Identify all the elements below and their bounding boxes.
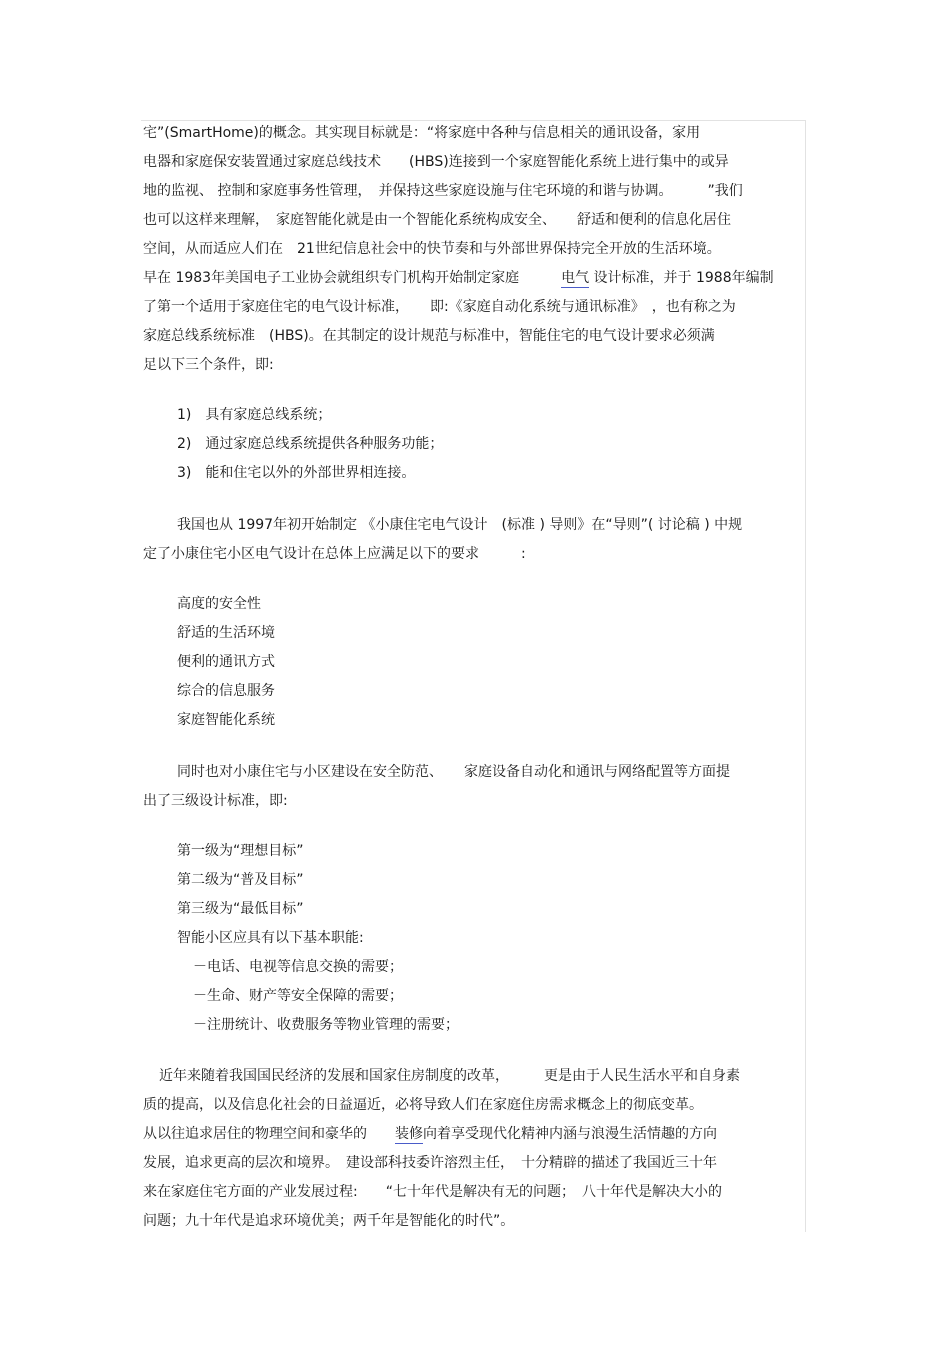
intro-line-8: 家庭总线系统标准 (HBS)。在其制定的设计规范与标准中，智能住宅的电气设计要求必须满 [143,328,715,344]
requirement-item: 家庭智能化系统 [177,712,275,728]
intro-line-2: 电器和家庭保安装置通过家庭总线技术 (HBS)连接到一个家庭智能化系统上进行集中的或异 [143,154,729,170]
decoration-link[interactable]: 装修 [395,1126,423,1142]
closing-line-3-text-b: 向着享受现代化精神内涵与浪漫生活情趣的方向 [423,1126,717,1142]
functions-heading: 智能小区应具有以下基本职能: [177,930,364,946]
standards-line-1: 同时也对小康住宅与小区建设在安全防范、 家庭设备自动化和通讯与网络配置等方面提 [177,764,730,780]
guide-line-2: 定了小康住宅小区电气设计在总体上应满足以下的要求 : [143,546,526,562]
intro-line-6-text-a: 早在 1983年美国电子工业协会就组织专门机构开始制定家庭 [143,270,562,286]
requirement-item: 便利的通讯方式 [177,654,275,670]
condition-item: 2) 通过家庭总线系统提供各种服务功能； [177,436,444,452]
level-item: 第一级为“理想目标” [177,843,304,859]
electric-link[interactable]: 电气 [561,270,590,286]
level-item: 第三级为“最低目标” [177,901,304,917]
intro-line-9: 足以下三个条件，即: [143,357,274,373]
intro-line-4: 也可以这样来理解， 家庭智能化就是由一个智能化系统构成安全、 舒适和便利的信息化居住 [143,212,731,228]
condition-item: 3) 能和住宅以外的外部世界相连接。 [177,465,416,481]
standards-line-2: 出了三级设计标准，即: [143,793,288,809]
intro-line-1: 宅”(SmartHome)的概念。其实现目标就是：“将家庭中各种与信息相关的通讯设备，家用 [143,125,701,141]
intro-line-5: 空间，从而适应人们在 21世纪信息社会中的快节奏和与外部世界保持完全开放的生活环境。 [143,241,721,257]
requirement-item: 综合的信息服务 [177,683,275,699]
function-item: －注册统计、收费服务等物业管理的需要； [193,1017,459,1033]
intro-line-7: 了第一个适用于家庭住宅的电气设计标准， 即:《家庭自动化系统与通讯标准》 ，也有称之为 [143,299,736,315]
function-item: －生命、财产等安全保障的需要； [193,988,403,1004]
closing-line-3 [143,1125,717,1143]
closing-line-1: 近年来随着我国国民经济的发展和国家住房制度的改革， 更是由于人民生活水平和自身素 [159,1068,740,1084]
intro-line-3: 地的监视、 控制和家庭事务性管理， 并保持这些家庭设施与住宅环境的和谐与协调。 ”我们 [143,183,743,199]
guide-line-1: 我国也从 1997年初开始制定 《小康住宅电气设计 (标准 ) 导则》在“导则”( 讨论稿 ) 中规 [177,517,743,533]
closing-line-2: 质的提高，以及信息化社会的日益逼近，必将导致人们在家庭住房需求概念上的彻底变革。 [143,1097,703,1113]
condition-item: 1) 具有家庭总线系统； [177,407,332,423]
closing-line-6: 问题；九十年代是追求环境优美；两千年是智能化的时代”。 [143,1213,515,1229]
requirement-item: 高度的安全性 [177,596,261,612]
function-item: －电话、电视等信息交换的需要； [193,959,403,975]
intro-line-6-text-b: 设计标准，并于 1988年编制 [589,270,774,286]
closing-line-3-text-a: 从以往追求居住的物理空间和豪华的 [143,1126,395,1142]
intro-line-6 [143,269,774,287]
level-item: 第二级为“普及目标” [177,872,304,888]
closing-line-5: 来在家庭住宅方面的产业发展过程: “七十年代是解决有无的问题； 八十年代是解决大小的 [143,1184,722,1200]
requirement-item: 舒适的生活环境 [177,625,275,641]
closing-line-4: 发展，追求更高的层次和境界。 建设部科技委许溶烈主任， 十分精辟的描述了我国近三十年 [143,1155,717,1171]
